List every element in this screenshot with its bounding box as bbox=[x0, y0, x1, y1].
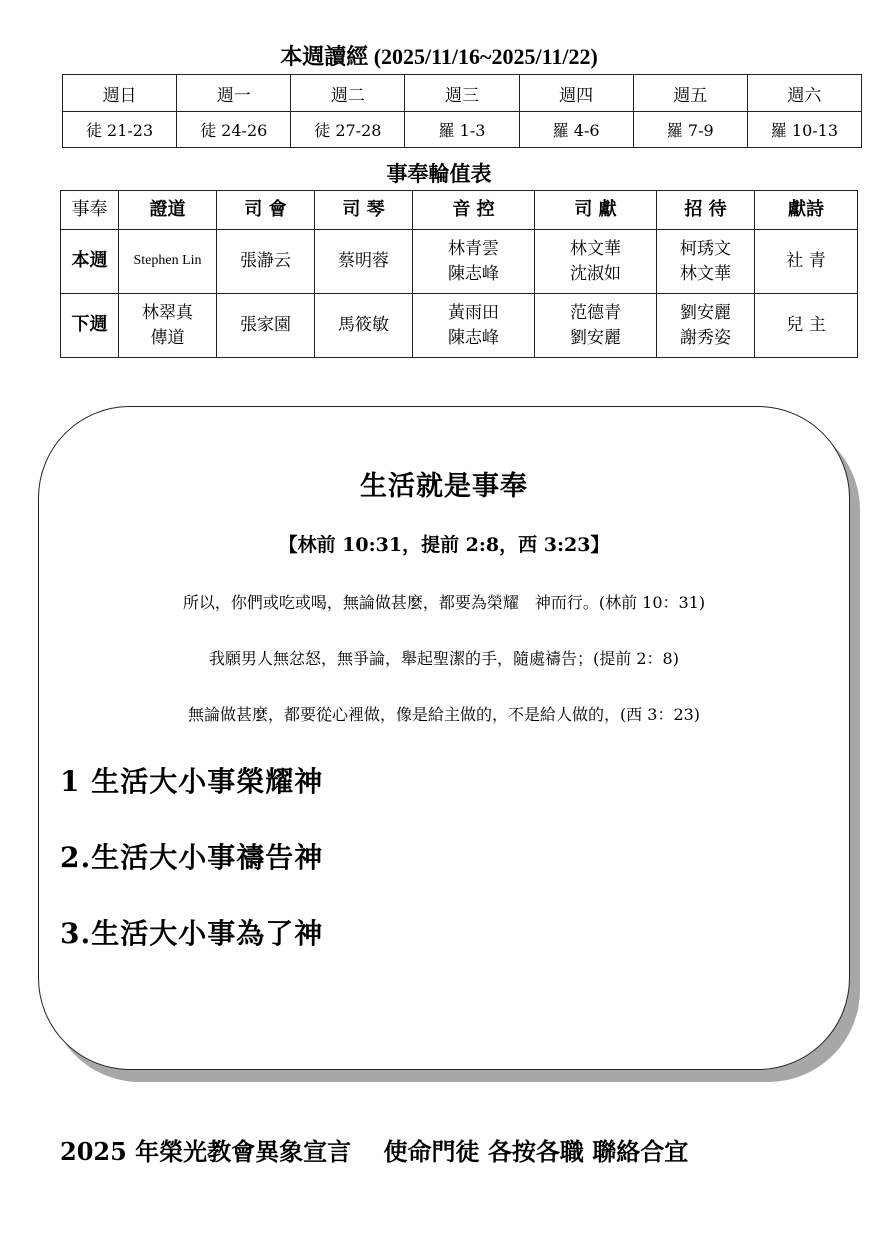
header-usher: 招 待 bbox=[657, 191, 755, 230]
next-week-usher-1: 劉安麗 bbox=[680, 302, 731, 323]
next-week-offering-2: 劉安麗 bbox=[570, 327, 621, 348]
day-friday: 週五 bbox=[633, 75, 747, 112]
passage-thursday: 羅 4-6 bbox=[519, 112, 633, 148]
scripture-verse: 無論做甚麼，都要從心裡做，像是給主做的，不是給人做的，(西 3：23) bbox=[187, 705, 701, 724]
this-week-host: 張瀞云 bbox=[217, 230, 315, 294]
this-week-choir: 社 青 bbox=[755, 230, 858, 294]
scripture-verse: 所以，你們或吃或喝，無論做甚麼，都要為榮耀 神而行。(林前 10：31) bbox=[182, 593, 706, 612]
this-week-sound bbox=[413, 230, 535, 294]
sermon-point: 3.生活大小事為了神 bbox=[60, 917, 324, 950]
day-tuesday: 週二 bbox=[291, 75, 405, 112]
day-monday: 週一 bbox=[177, 75, 291, 112]
reading-plan-title: 本週讀經 (2025/11/16~2025/11/22) bbox=[280, 44, 598, 69]
header-offering: 司 獻 bbox=[535, 191, 657, 230]
vision-statement: 2025 年榮光教會異象宣言 使命門徒 各按各職 聯絡合宜 bbox=[60, 1137, 689, 1166]
table-row bbox=[61, 230, 858, 294]
next-week-sound-2: 陳志峰 bbox=[448, 327, 499, 348]
duty-roster-table bbox=[60, 190, 858, 358]
sermon-point: 1 生活大小事榮耀神 bbox=[60, 765, 324, 798]
day-wednesday: 週三 bbox=[405, 75, 519, 112]
reading-plan-table bbox=[62, 74, 862, 148]
this-week-usher-2: 林文華 bbox=[680, 263, 731, 284]
day-sunday: 週日 bbox=[63, 75, 177, 112]
this-week-usher-1: 柯琇文 bbox=[680, 238, 731, 259]
this-week-preacher: Stephen Lin bbox=[119, 230, 217, 294]
next-week-usher bbox=[657, 294, 755, 358]
next-week-preacher-name: 林翠真 bbox=[142, 302, 193, 323]
next-week-sound-1: 黃雨田 bbox=[448, 302, 499, 323]
next-week-host: 張家園 bbox=[217, 294, 315, 358]
sermon-point: 2.生活大小事禱告神 bbox=[60, 841, 324, 874]
this-week-offering-1: 林文華 bbox=[570, 238, 621, 259]
next-week-choir: 兒 主 bbox=[755, 294, 858, 358]
day-thursday: 週四 bbox=[519, 75, 633, 112]
next-week-pianist: 馬筱敏 bbox=[315, 294, 413, 358]
header-host: 司 會 bbox=[217, 191, 315, 230]
next-week-preacher bbox=[119, 294, 217, 358]
day-saturday: 週六 bbox=[747, 75, 861, 112]
passage-sunday: 徒 21-23 bbox=[63, 112, 177, 148]
row-label-next-week: 下週 bbox=[61, 294, 119, 358]
sermon-title: 生活就是事奉 bbox=[360, 471, 528, 502]
this-week-sound-1: 林青雲 bbox=[448, 238, 499, 259]
next-week-usher-2: 謝秀姿 bbox=[680, 327, 731, 348]
header-sound: 音 控 bbox=[413, 191, 535, 230]
passage-saturday: 羅 10-13 bbox=[747, 112, 861, 148]
header-preacher: 證道 bbox=[119, 191, 217, 230]
this-week-offering-2: 沈淑如 bbox=[570, 263, 621, 284]
header-service: 事奉 bbox=[61, 191, 119, 230]
this-week-usher bbox=[657, 230, 755, 294]
next-week-offering bbox=[535, 294, 657, 358]
passage-friday: 羅 7-9 bbox=[633, 112, 747, 148]
passage-monday: 徒 24-26 bbox=[177, 112, 291, 148]
this-week-pianist: 蔡明蓉 bbox=[315, 230, 413, 294]
header-pianist: 司 琴 bbox=[315, 191, 413, 230]
duty-roster-title: 事奉輪值表 bbox=[386, 161, 492, 186]
passage-wednesday: 羅 1-3 bbox=[405, 112, 519, 148]
this-week-offering bbox=[535, 230, 657, 294]
sermon-box bbox=[38, 406, 850, 1070]
next-week-sound bbox=[413, 294, 535, 358]
sermon-references: 【林前 10:31，提前 2:8，西 3:23】 bbox=[278, 534, 610, 556]
passage-tuesday: 徒 27-28 bbox=[291, 112, 405, 148]
row-label-this-week: 本週 bbox=[61, 230, 119, 294]
this-week-sound-2: 陳志峰 bbox=[448, 263, 499, 284]
next-week-preacher-title: 傳道 bbox=[150, 327, 185, 348]
header-choir: 獻詩 bbox=[755, 191, 858, 230]
next-week-offering-1: 范德青 bbox=[570, 302, 621, 323]
scripture-verse: 我願男人無忿怒，無爭論，舉起聖潔的手，隨處禱告；(提前 2：8) bbox=[209, 649, 679, 668]
table-row bbox=[61, 294, 858, 358]
